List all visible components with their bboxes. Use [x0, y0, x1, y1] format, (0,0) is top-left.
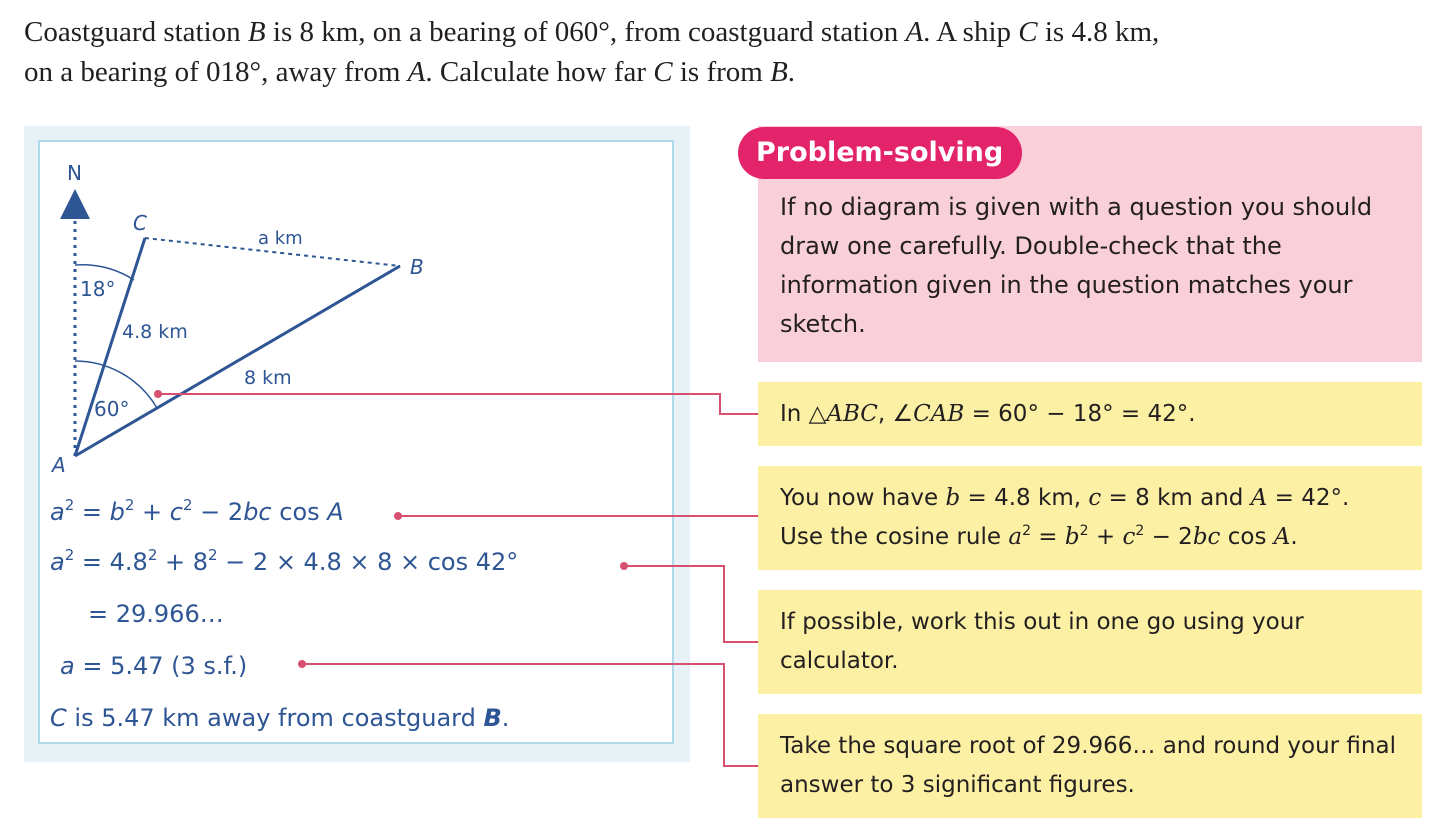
angle-label-60: 60°: [94, 397, 130, 421]
side-ac: [75, 238, 145, 456]
side-label-ab: 8 km: [244, 367, 292, 389]
note-angle-cab: In △ABC, ∠CAB = 60° − 18° = 42°.: [758, 382, 1422, 446]
side-ab: [75, 266, 400, 456]
worked-solution-panel: [24, 126, 690, 762]
working-line-1: $a^2 = b^2 + c^2 - 2bc$ cos A: [50, 496, 344, 526]
working-line-3: = 29.966…: [88, 600, 224, 628]
vertex-label-b: B: [410, 255, 424, 279]
vertex-label-c: C: [133, 211, 147, 235]
problem-solving-text: If no diagram is given with a question you should draw one carefully. Double-check that the information given in the question matches your sketch.: [780, 193, 1373, 338]
side-label-a: a km: [258, 228, 303, 249]
angle-label-18: 18°: [80, 277, 116, 301]
note-calculator: If possible, work this out in one go using your calculator.: [758, 590, 1422, 694]
question-line-1: Coastguard station B is 8 km, on a bearing of 060°, from coastguard station A. A ship C is 4.8 km,: [24, 16, 1160, 48]
note-square-root: Take the square root of 29.966… and round your final answer to 3 significant figures.: [758, 714, 1422, 818]
note-cosine-rule: You now have b = 4.8 km, c = 8 km and A = 42°. Use the cosine rule $a^2 = b^2 + c^2 - 2bc$ cos A.: [758, 466, 1422, 570]
worked-solution-card: [38, 140, 674, 744]
question-text: [24, 12, 1424, 92]
working-line-2: $a^2 = 4.8^2 + 8^2 - 2 \times 4.8 \times 8 \times \cos 42^\circ$: [50, 546, 519, 576]
north-label: N: [67, 161, 82, 185]
question-line-2: on a bearing of 018°, away from A. Calculate how far C is from B.: [24, 56, 796, 88]
side-label-ac: 4.8 km: [122, 321, 188, 343]
problem-solving-title: Problem-solving: [738, 127, 1022, 179]
vertex-label-a: A: [52, 453, 66, 477]
working-line-4: a = 5.47 (3 s.f.): [60, 652, 248, 680]
working-line-5: C is 5.47 km away from coastguard B.: [50, 704, 510, 732]
